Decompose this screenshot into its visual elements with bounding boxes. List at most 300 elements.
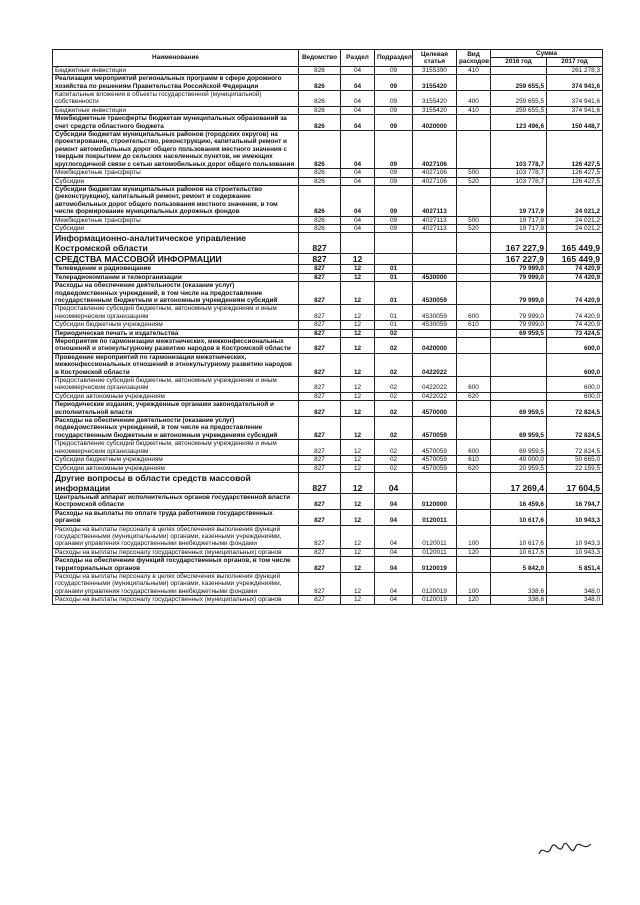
cell-s2016: 19 717,9 (491, 216, 547, 224)
cell-s2016: 79 999,0 (491, 321, 547, 329)
cell-rz: 12 (341, 329, 375, 337)
cell-ved: 827 (299, 329, 341, 337)
table-row (53, 548, 603, 556)
cell-ved: 827 (299, 282, 341, 305)
cell-pr: 01 (375, 321, 413, 329)
cell-s2016: 79 999,0 (491, 282, 547, 305)
cell-name: Субсидии (53, 224, 299, 232)
cell-s2016 (491, 66, 547, 74)
cell-rz: 12 (341, 265, 375, 273)
cell-name: Центральный аппарат исполнительных органов государственной власти Костромской области (53, 493, 299, 509)
cell-rz: 12 (341, 377, 375, 393)
cell-cs: 4570000 (413, 401, 457, 417)
cell-name: Расходы на обеспечение функций государственных органов, в том числе территориальных органов (53, 557, 299, 573)
cell-ved: 826 (299, 224, 341, 232)
table-row (53, 282, 603, 305)
cell-s2016: 49 000,0 (491, 456, 547, 464)
table-row (53, 254, 603, 265)
cell-ved: 827 (299, 321, 341, 329)
cell-rz: 12 (341, 254, 375, 265)
cell-cs: 3155420 (413, 106, 457, 114)
cell-pr: 04 (375, 557, 413, 573)
cell-cs: 0120011 (413, 548, 457, 556)
cell-rz: 12 (341, 557, 375, 573)
cell-ved: 827 (299, 338, 341, 354)
cell-s2017: 73 424,5 (547, 329, 603, 337)
cell-ved: 826 (299, 91, 341, 107)
cell-s2016: 103 778,7 (491, 177, 547, 185)
cell-name: Расходы на обеспечение деятельности (оказание услуг) подведомственных учреждений, в том числе на предоставление государственным бюджетным и автономным учреждениям субсидий (53, 282, 299, 305)
cell-vr: 120 (457, 548, 491, 556)
cell-name: Телевидение и радиовещание (53, 265, 299, 273)
cell-s2016: 338,6 (491, 572, 547, 595)
table-row (53, 401, 603, 417)
cell-s2016: 79 999,0 (491, 265, 547, 273)
cell-vr (457, 115, 491, 131)
cell-cs: 4570059 (413, 464, 457, 472)
cell-name: Субсидии бюджетам муниципальных районов на строительство (реконструкцию), капитальный ремонт, ремонт и содержание автомобильных дорог общего пользования местного значения, в том числе формирование муниципальных дорожных фондов (53, 185, 299, 216)
cell-cs: 0120000 (413, 493, 457, 509)
cell-vr: 500 (457, 169, 491, 177)
cell-ved: 826 (299, 185, 341, 216)
cell-ved: 827 (299, 265, 341, 273)
cell-pr: 02 (375, 440, 413, 456)
cell-cs: 4027106 (413, 177, 457, 185)
cell-s2017: 24 021,2 (547, 216, 603, 224)
cell-name: Расходы на выплаты по оплате труда работников государственных органов (53, 509, 299, 525)
cell-rz: 12 (341, 472, 375, 493)
cell-vr: 520 (457, 224, 491, 232)
cell-pr: 02 (375, 392, 413, 400)
cell-name: Расходы на выплаты персоналу в целях обеспечения выполнения функций государственными (муниципальными) органами, казенными учреждениями, органами управления государственными внебюджетными фондами (53, 572, 299, 595)
cell-vr (457, 509, 491, 525)
cell-s2017: 24 021,2 (547, 185, 603, 216)
cell-rz: 12 (341, 338, 375, 354)
cell-vr: 610 (457, 456, 491, 464)
cell-s2017: 10 943,3 (547, 548, 603, 556)
cell-s2016 (491, 392, 547, 400)
cell-pr: 02 (375, 464, 413, 472)
header-year-2017: 2017 год (547, 58, 603, 66)
cell-name: Предоставление субсидий бюджетным, автономным учреждениям и иным некоммерческим организациям (53, 440, 299, 456)
cell-name: Расходы на обеспечение деятельности (оказание услуг) подведомственных учреждений, в том числе на предоставление государственным бюджетным и автономным учреждениям субсидий (53, 417, 299, 440)
cell-s2017: 72 824,5 (547, 401, 603, 417)
cell-rz: 12 (341, 440, 375, 456)
cell-cs: 4570059 (413, 440, 457, 456)
cell-s2017: 72 824,5 (547, 440, 603, 456)
cell-s2016 (491, 377, 547, 393)
cell-pr: 02 (375, 417, 413, 440)
cell-pr: 04 (375, 472, 413, 493)
cell-s2017: 22 159,5 (547, 464, 603, 472)
cell-pr: 04 (375, 509, 413, 525)
cell-ved: 827 (299, 572, 341, 595)
cell-pr: 02 (375, 377, 413, 393)
cell-s2016: 16 459,6 (491, 493, 547, 509)
cell-vr: 410 (457, 106, 491, 114)
cell-s2017: 126 427,5 (547, 177, 603, 185)
cell-rz: 12 (341, 525, 375, 548)
cell-cs: 4530059 (413, 305, 457, 321)
cell-s2016: 69 959,5 (491, 417, 547, 440)
cell-vr (457, 282, 491, 305)
cell-s2017: 600,0 (547, 392, 603, 400)
cell-s2016: 20 959,5 (491, 464, 547, 472)
table-row (53, 131, 603, 169)
cell-rz: 04 (341, 177, 375, 185)
cell-rz: 12 (341, 273, 375, 281)
cell-name: Межбюджетные трансферты (53, 216, 299, 224)
cell-s2017: 74 420,9 (547, 321, 603, 329)
cell-name: Субсидии автономным учреждениям (53, 464, 299, 472)
header-razdel: Раздел (341, 50, 375, 67)
cell-name: Реализация мероприятий региональных программ в сфере дорожного хозяйства по решениям Правительства Российской Федерации (53, 75, 299, 91)
cell-ved: 827 (299, 557, 341, 573)
cell-pr (375, 233, 413, 254)
cell-ved: 826 (299, 75, 341, 91)
cell-ved: 827 (299, 596, 341, 604)
cell-cs: 0422022 (413, 353, 457, 376)
cell-vr (457, 254, 491, 265)
cell-cs: 0120019 (413, 572, 457, 595)
cell-s2016: 79 999,0 (491, 305, 547, 321)
cell-s2017: 126 427,5 (547, 131, 603, 169)
cell-name: Расходы на выплаты персоналу государственных (муниципальных) органов (53, 548, 299, 556)
cell-name: Субсидии бюджетам муниципальных районов (городских округов) на проектирование, строительство, реконструкцию, капитальный ремонт и ремонт автомобильных дорог общего пользования местного значения с твердым покрытием до сельских населенных пунктов, не имеющих круглогодичной связи с сетью автомобильных дорог общего пользования (53, 131, 299, 169)
cell-s2017: 165 449,9 (547, 254, 603, 265)
cell-pr: 09 (375, 91, 413, 107)
cell-cs: 0120011 (413, 525, 457, 548)
cell-vr: 410 (457, 66, 491, 74)
cell-name: Проведение мероприятий по гармонизации межэтнических, межконфессиональных отношений и этнокультурному развитию народов в Костромской области (53, 353, 299, 376)
cell-pr: 02 (375, 401, 413, 417)
header-ved: Ведомство (299, 50, 341, 67)
cell-rz: 04 (341, 115, 375, 131)
cell-rz: 12 (341, 548, 375, 556)
cell-vr: 620 (457, 464, 491, 472)
cell-s2017: 72 824,5 (547, 417, 603, 440)
header-sum: Сумма (491, 50, 603, 58)
cell-rz: 04 (341, 216, 375, 224)
table-row (53, 66, 603, 74)
cell-vr: 600 (457, 305, 491, 321)
cell-pr: 01 (375, 265, 413, 273)
cell-s2016: 69 959,5 (491, 401, 547, 417)
table-row (53, 75, 603, 91)
cell-vr (457, 329, 491, 337)
table-row (53, 493, 603, 509)
cell-name: Периодические издания, учрежденные органами законодательной и исполнительной власти (53, 401, 299, 417)
cell-pr: 02 (375, 338, 413, 354)
table-row (53, 329, 603, 337)
cell-vr (457, 472, 491, 493)
cell-name: Межбюджетные трансферты бюджетам муниципальных образований за счет средств областного бюджета (53, 115, 299, 131)
cell-pr: 09 (375, 177, 413, 185)
cell-s2016: 19 717,9 (491, 224, 547, 232)
cell-pr: 02 (375, 353, 413, 376)
table-row (53, 456, 603, 464)
cell-pr: 02 (375, 456, 413, 464)
cell-cs (413, 472, 457, 493)
cell-name: Расходы на выплаты персоналу в целях обеспечения выполнения функций государственными (муниципальными) органами, казенными учреждениями, органами управления государственными внебюджетными фондами (53, 525, 299, 548)
cell-s2016: 69 959,5 (491, 329, 547, 337)
cell-cs: 0422022 (413, 377, 457, 393)
cell-name: СРЕДСТВА МАССОВОЙ ИНФОРМАЦИИ (53, 254, 299, 265)
header-target-article: Целевая статья (413, 50, 457, 67)
cell-pr: 04 (375, 493, 413, 509)
table-row (53, 472, 603, 493)
cell-rz: 04 (341, 185, 375, 216)
cell-s2016: 79 999,0 (491, 273, 547, 281)
cell-cs: 0422022 (413, 392, 457, 400)
cell-s2017: 74 420,9 (547, 305, 603, 321)
cell-s2017: 126 427,5 (547, 169, 603, 177)
cell-cs: 4027113 (413, 185, 457, 216)
cell-vr: 600 (457, 440, 491, 456)
cell-pr: 09 (375, 66, 413, 74)
table-header (53, 50, 603, 67)
cell-pr: 09 (375, 106, 413, 114)
cell-s2016: 167 227,9 (491, 233, 547, 254)
cell-cs: 0420000 (413, 338, 457, 354)
table-row (53, 233, 603, 254)
cell-vr: 120 (457, 596, 491, 604)
cell-ved: 826 (299, 106, 341, 114)
cell-cs: 0120019 (413, 596, 457, 604)
cell-s2017: 348,0 (547, 596, 603, 604)
cell-cs: 4027113 (413, 216, 457, 224)
cell-rz: 12 (341, 401, 375, 417)
cell-s2017: 600,0 (547, 377, 603, 393)
header-name: Наименование (53, 50, 299, 67)
cell-s2017: 24 021,2 (547, 224, 603, 232)
cell-rz: 04 (341, 66, 375, 74)
table-row (53, 525, 603, 548)
cell-vr: 500 (457, 216, 491, 224)
cell-ved: 827 (299, 353, 341, 376)
cell-vr (457, 265, 491, 273)
cell-rz: 04 (341, 169, 375, 177)
cell-cs (413, 233, 457, 254)
cell-name: Информационно-аналитическое управление Костромской области (53, 233, 299, 254)
cell-vr (457, 75, 491, 91)
cell-name: Предоставление субсидий бюджетным, автономным учреждениям и иным некоммерческим организациям (53, 377, 299, 393)
cell-s2016: 103 778,7 (491, 131, 547, 169)
cell-s2017: 17 604,5 (547, 472, 603, 493)
cell-name: Межбюджетные трансферты (53, 169, 299, 177)
cell-name: Субсидии автономным учреждениям (53, 392, 299, 400)
cell-s2017: 10 943,3 (547, 509, 603, 525)
cell-cs: 0120011 (413, 509, 457, 525)
cell-s2017: 150 448,7 (547, 115, 603, 131)
cell-cs: 3155420 (413, 75, 457, 91)
cell-rz: 12 (341, 417, 375, 440)
cell-vr (457, 493, 491, 509)
table-row (53, 185, 603, 216)
cell-name: Капитальные вложения в объекты государственной (муниципальной) собственности (53, 91, 299, 107)
table-row (53, 557, 603, 573)
cell-s2016: 103 778,7 (491, 169, 547, 177)
cell-cs: 4027106 (413, 131, 457, 169)
cell-ved: 827 (299, 509, 341, 525)
cell-s2017: 374 941,6 (547, 106, 603, 114)
cell-vr: 610 (457, 321, 491, 329)
table-row (53, 377, 603, 393)
cell-cs: 3155420 (413, 91, 457, 107)
table-row (53, 106, 603, 114)
table-row (53, 265, 603, 273)
cell-vr (457, 131, 491, 169)
cell-vr (457, 273, 491, 281)
cell-rz: 12 (341, 456, 375, 464)
cell-s2016: 10 617,6 (491, 548, 547, 556)
cell-s2016: 17 269,4 (491, 472, 547, 493)
cell-rz: 04 (341, 91, 375, 107)
cell-vr (457, 417, 491, 440)
cell-s2017: 74 420,9 (547, 282, 603, 305)
table-row (53, 464, 603, 472)
cell-rz: 12 (341, 305, 375, 321)
table-row (53, 216, 603, 224)
cell-ved: 827 (299, 401, 341, 417)
cell-rz: 04 (341, 131, 375, 169)
cell-s2016: 10 617,6 (491, 525, 547, 548)
cell-cs: 4570059 (413, 456, 457, 464)
table-row (53, 273, 603, 281)
cell-s2017: 5 851,4 (547, 557, 603, 573)
cell-s2016: 259 655,5 (491, 106, 547, 114)
table-row (53, 115, 603, 131)
table-row (53, 177, 603, 185)
cell-ved: 827 (299, 417, 341, 440)
cell-cs: 4530000 (413, 273, 457, 281)
cell-rz (341, 233, 375, 254)
table-body (53, 66, 603, 604)
cell-s2017: 74 420,9 (547, 265, 603, 273)
handwritten-mark-icon (535, 838, 595, 860)
header-podrazdel: Подраздел (375, 50, 413, 67)
cell-name: Предоставление субсидий бюджетным, автономным учреждениям и иным некоммерческим организациям (53, 305, 299, 321)
cell-cs: 3155390 (413, 66, 457, 74)
table-row (53, 417, 603, 440)
cell-pr: 04 (375, 596, 413, 604)
table-row (53, 392, 603, 400)
cell-ved: 826 (299, 177, 341, 185)
table-row (53, 169, 603, 177)
budget-table (52, 49, 603, 605)
cell-name: Бюджетные инвестиции (53, 66, 299, 74)
cell-s2016: 259 655,5 (491, 91, 547, 107)
cell-vr (457, 401, 491, 417)
cell-ved: 826 (299, 131, 341, 169)
cell-ved: 827 (299, 440, 341, 456)
cell-s2016: 69 959,5 (491, 440, 547, 456)
cell-name: Телерадиокомпании и телеорганизации (53, 273, 299, 281)
cell-rz: 04 (341, 75, 375, 91)
table-row (53, 572, 603, 595)
table-row (53, 91, 603, 107)
cell-s2016: 123 496,6 (491, 115, 547, 131)
cell-s2017: 165 449,9 (547, 233, 603, 254)
cell-s2016: 5 842,0 (491, 557, 547, 573)
cell-rz: 12 (341, 464, 375, 472)
cell-s2016: 259 655,5 (491, 75, 547, 91)
cell-rz: 12 (341, 353, 375, 376)
cell-ved: 827 (299, 254, 341, 265)
cell-ved: 826 (299, 66, 341, 74)
cell-cs: 4020000 (413, 115, 457, 131)
table-row (53, 338, 603, 354)
cell-vr (457, 557, 491, 573)
cell-pr: 04 (375, 548, 413, 556)
cell-s2016: 338,6 (491, 596, 547, 604)
cell-pr: 09 (375, 75, 413, 91)
cell-s2016: 167 227,9 (491, 254, 547, 265)
table-row (53, 305, 603, 321)
cell-vr: 100 (457, 525, 491, 548)
table-row (53, 440, 603, 456)
cell-pr: 09 (375, 216, 413, 224)
cell-name: Субсидии бюджетным учреждениям (53, 456, 299, 464)
cell-s2017: 10 943,3 (547, 525, 603, 548)
cell-s2016: 19 717,9 (491, 185, 547, 216)
cell-rz: 12 (341, 572, 375, 595)
cell-name: Другие вопросы в области средств массовой информации (53, 472, 299, 493)
cell-s2017: 261 278,3 (547, 66, 603, 74)
cell-rz: 12 (341, 321, 375, 329)
cell-vr: 100 (457, 572, 491, 595)
cell-pr: 09 (375, 224, 413, 232)
cell-ved: 826 (299, 216, 341, 224)
cell-pr: 09 (375, 131, 413, 169)
cell-rz: 12 (341, 392, 375, 400)
cell-pr: 09 (375, 185, 413, 216)
cell-pr: 02 (375, 329, 413, 337)
cell-ved: 827 (299, 525, 341, 548)
cell-rz: 04 (341, 106, 375, 114)
cell-s2017: 374 941,6 (547, 91, 603, 107)
cell-cs: 4027113 (413, 224, 457, 232)
cell-name: Мероприятия по гармонизации межэтнических, межконфессиональных отношений и этнокультурному развитию народов в Костромской области (53, 338, 299, 354)
cell-rz: 12 (341, 596, 375, 604)
table-row (53, 224, 603, 232)
cell-s2016 (491, 353, 547, 376)
header-expense-type: Вид расходов (457, 50, 491, 67)
cell-ved: 826 (299, 169, 341, 177)
cell-name: Субсидии (53, 177, 299, 185)
table-row (53, 596, 603, 604)
cell-name: Расходы на выплаты персоналу государственных (муниципальных) органов (53, 596, 299, 604)
cell-cs: 4530059 (413, 282, 457, 305)
cell-pr (375, 254, 413, 265)
cell-cs: 4027106 (413, 169, 457, 177)
cell-ved: 827 (299, 548, 341, 556)
cell-vr: 600 (457, 377, 491, 393)
cell-vr: 520 (457, 177, 491, 185)
cell-s2017: 348,0 (547, 572, 603, 595)
cell-rz: 12 (341, 493, 375, 509)
table-row (53, 353, 603, 376)
cell-s2017: 374 941,6 (547, 75, 603, 91)
cell-cs (413, 265, 457, 273)
cell-ved: 827 (299, 472, 341, 493)
table-row (53, 509, 603, 525)
cell-ved: 827 (299, 456, 341, 464)
cell-pr: 09 (375, 169, 413, 177)
cell-cs (413, 254, 457, 265)
cell-s2017: 50 665,0 (547, 456, 603, 464)
cell-cs: 0120019 (413, 557, 457, 573)
